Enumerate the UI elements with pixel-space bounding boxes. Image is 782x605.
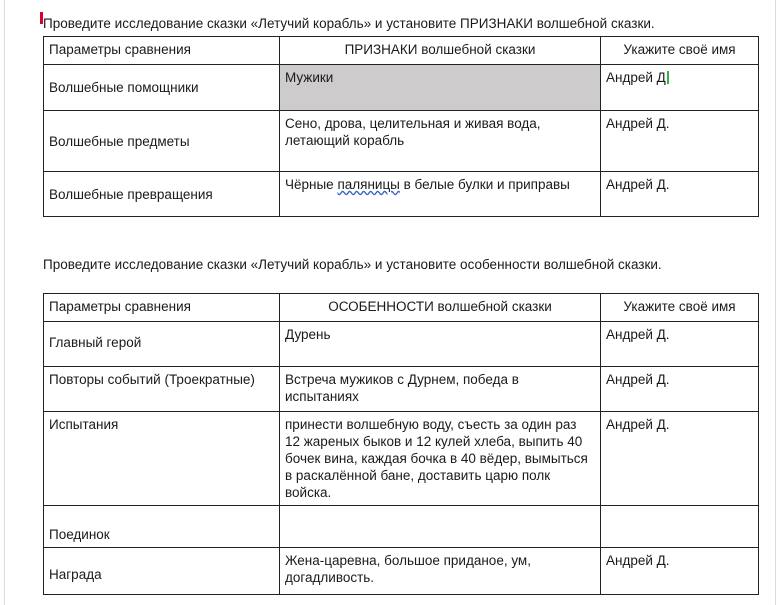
value-text-after: в белые булки и приправы: [399, 177, 570, 192]
value-cell[interactable]: принести волшебную воду, съесть за один раз 12 жареных быков и 12 кулей хлеба, выпить 40 бочек вина, каждая бочка в 40 вёдер, вымыться в раскалённой бане, доставить царю полк войска.: [280, 412, 601, 506]
param-cell[interactable]: Волшебные помощники: [44, 65, 280, 111]
features-table: [43, 293, 759, 595]
param-cell[interactable]: [44, 322, 280, 367]
name-cell[interactable]: [601, 65, 759, 111]
header-param[interactable]: Параметры сравнения: [44, 37, 280, 65]
param-text: Главный герой: [49, 335, 142, 350]
param-cell[interactable]: Волшебные предметы: [44, 111, 280, 172]
value-cell-empty[interactable]: [280, 506, 601, 548]
name-cell[interactable]: Андрей Д.: [601, 412, 759, 506]
name-cell[interactable]: Андрей Д.: [601, 172, 759, 217]
value-text-before: Чёрные: [285, 177, 338, 192]
table-row: [44, 367, 759, 412]
spellcheck-word[interactable]: паляницы: [337, 177, 400, 192]
param-cell[interactable]: Повторы событий (Троекратные): [44, 367, 280, 412]
header-features[interactable]: ОСОБЕННОСТИ волшебной сказки: [280, 294, 601, 322]
name-cell[interactable]: Андрей Д.: [601, 367, 759, 412]
section-1-heading: Проведите исследование сказки «Летучий корабль» и установите ПРИЗНАКИ волшебной сказки.: [43, 16, 655, 31]
table-row: [44, 322, 759, 367]
param-text: Поединок: [49, 527, 110, 542]
name-cell-empty[interactable]: [601, 506, 759, 548]
name-cell[interactable]: Андрей Д.: [601, 322, 759, 367]
table-row: [44, 111, 759, 172]
table-header-row: [44, 37, 759, 65]
header-name[interactable]: Укажите своё имя: [601, 37, 759, 65]
value-cell[interactable]: Встреча мужиков с Дурнем, победа в испытаниях: [280, 367, 601, 412]
value-cell[interactable]: Дурень: [280, 322, 601, 367]
table-row: [44, 412, 759, 506]
signs-table: [43, 36, 759, 217]
page-edge-left: [4, 0, 5, 605]
table-row: [44, 172, 759, 217]
name-cell[interactable]: Андрей Д.: [601, 111, 759, 172]
value-cell[interactable]: Жена-царевна, большое приданое, ум, догадливость.: [280, 548, 601, 595]
value-cell-selected[interactable]: Мужики: [280, 65, 601, 111]
header-param[interactable]: Параметры сравнения: [44, 294, 280, 322]
param-cell[interactable]: Испытания: [44, 412, 280, 506]
param-cell[interactable]: [44, 548, 280, 595]
page-edge-right: [775, 0, 776, 605]
text-cursor: [667, 71, 669, 84]
name-text: Андрей Д: [606, 70, 666, 85]
value-cell[interactable]: Сено, дрова, целительная и живая вода, летающий корабль: [280, 111, 601, 172]
table-header-row: [44, 294, 759, 322]
param-text: Награда: [49, 567, 102, 582]
section-2-heading: Проведите исследование сказки «Летучий корабль» и установите особенности волшебной сказки.: [43, 257, 662, 272]
table-row: [44, 65, 759, 111]
header-signs[interactable]: ПРИЗНАКИ волшебной сказки: [280, 37, 601, 65]
param-cell[interactable]: Волшебные превращения: [44, 172, 280, 217]
value-cell[interactable]: [280, 172, 601, 217]
table-row: [44, 506, 759, 548]
name-cell[interactable]: Андрей Д.: [601, 548, 759, 595]
table-row: [44, 548, 759, 595]
param-cell[interactable]: [44, 506, 280, 548]
header-name[interactable]: Укажите своё имя: [601, 294, 759, 322]
